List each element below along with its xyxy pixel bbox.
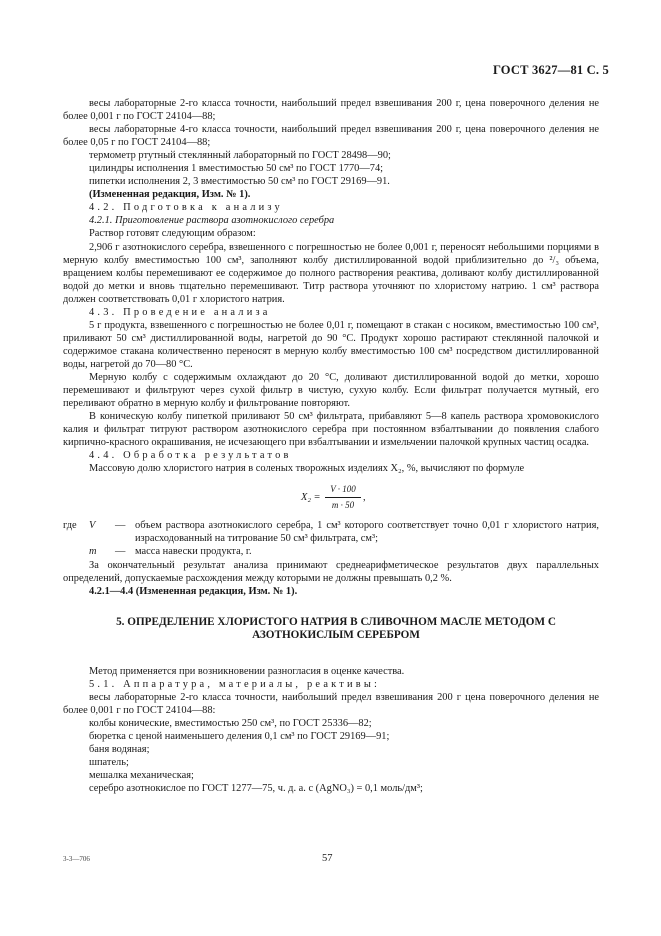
subsection-heading: 5.1. Аппаратура, материалы, реактивы: — [89, 678, 381, 690]
definition-dash: — — [115, 520, 126, 532]
paragraph: Мерную колбу с содержимым охлаждают до 20 °С, доливают дистиллированной водой до метки, хорошо перемешивают и фильтруют через сухой фильтр в чистую, сухую колбу. Если фильтрат получается мутный, его переливают обратно в мерную колбу и фильтрование повторяют. — [63, 371, 599, 410]
list-item: шпатель; — [89, 756, 129, 768]
variable-definition — [63, 519, 599, 545]
variable-description: масса навески продукта, г. — [135, 546, 252, 558]
amendment-note: (Измененная редакция, Изм. № 1). — [89, 189, 251, 201]
list-item: мешалка механическая; — [89, 770, 194, 782]
formula-tail: , — [363, 492, 366, 504]
subsection-heading: 4.4. Обработка результатов — [89, 450, 292, 462]
variable-description: объем раствора азотнокислого серебра, 1 см³ которого соответствует точно 0,01 г хлористого натрия, израсходованный на титрование 50 см³ фильтрата, см³; — [135, 520, 599, 545]
variable-definition — [63, 545, 599, 558]
paragraph: весы лабораторные 2-го класса точности, наибольший предел взвешивания 200 г цена поверочного деления не более 0,001 г по ГОСТ 24104—88: — [63, 691, 599, 716]
paragraph: весы лабораторные 2-го класса точности, наибольший предел взвешивания 200 г, цена поверочного деления не более 0,001 г по ГОСТ 24104—88; — [63, 98, 599, 123]
definition-dash: — — [115, 546, 126, 558]
list-item: бюретка с ценой наименьшего деления 0,1 см³ по ГОСТ 29169—91; — [89, 730, 390, 742]
section-title: 5. ОПРЕДЕЛЕНИЕ ХЛОРИСТОГО НАТРИЯ В СЛИВОЧНОМ МАСЛЕ МЕТОДОМ С АЗОТНОКИСЛЫМ СЕРЕБРОМ — [116, 615, 556, 642]
list-item: баня водяная; — [89, 743, 150, 755]
paragraph: Раствор готовят следующим образом: — [89, 228, 256, 240]
document-body — [63, 97, 599, 795]
list-item: цилиндры исполнения 1 вместимостью 50 см³ по ГОСТ 1770—74; — [89, 163, 384, 175]
paragraph: Метод применяется при возникновении разногласия в оценке качества. — [89, 665, 405, 677]
page-number: 57 — [322, 853, 333, 864]
variable-symbol: m — [89, 546, 97, 558]
subsection-heading: 4.2. Подготовка к анализу — [89, 202, 283, 214]
formula-fraction — [325, 483, 361, 512]
formula-lhs: X₂ = — [301, 492, 321, 504]
paragraph: В коническую колбу пипеткой приливают 50 см³ фильтрата, прибавляют 5—8 капель раствора хромовокислого калия и фильтрат титруют раствором азотнокислого серебра при постоянном взбалтывании до появления слабого кирпично-красного окрашивания, не исчезающего при взбалтывании и измельчении палочкой крупных частиц осадка. — [63, 411, 599, 449]
paragraph: 5 г продукта, взвешенного с погрешностью не более 0,01 г, помещают в стакан с носиком, вместимостью 100 см³, приливают 50 см³ дистиллированной воды, нагретой до 90 °С. Продукт хорошо растирают стеклянной палочкой и содержимое стакана количественно переносят в мерную колбу вместимостью 100 см³ посредством дистиллированной воды, нагретой до 70—80 °С. — [63, 319, 599, 370]
formula-numerator: V · 100 — [325, 483, 361, 498]
list-item: пипетки исполнения 2, 3 вместимостью 50 см³ по ГОСТ 29169—91. — [89, 176, 390, 188]
list-item: колбы конические, вместимостью 250 см³, по ГОСТ 25336—82; — [89, 717, 372, 729]
print-code: 3-3—706 — [63, 855, 90, 863]
list-item: термометр ртутный стеклянный лабораторный по ГОСТ 28498—90; — [89, 150, 391, 162]
variable-symbol: V — [89, 520, 96, 532]
formula — [63, 477, 599, 517]
subsection-heading: 4.3. Проведение анализа — [89, 306, 271, 318]
formula-denominator: m · 50 — [331, 500, 355, 511]
amendment-note: 4.2.1—4.4 (Измененная редакция, Изм. № 1). — [89, 585, 298, 597]
paragraph: За окончательный результат анализа принимают среднеарифметическое результатов двух параллельных определений, допускаемые расхождения между которыми не должны превышать 0,2 %. — [63, 559, 599, 584]
paragraph: весы лабораторные 4-го класса точности, наибольший предел взвешивания 200 г, цена поверочного деления не более 0,05 г по ГОСТ 24104—88; — [63, 124, 599, 149]
subsection-heading: 4.2.1. Приготовление раствора азотнокислого серебра — [89, 215, 335, 227]
list-item: серебро азотнокислое по ГОСТ 1277—75, ч. д. а. с (AgNO₃) = 0,1 моль/дм³; — [89, 783, 423, 795]
paragraph: 2,906 г азотнокислого серебра, взвешенного с погрешностью не более 0,001 г, переносят небольшими порциями в мерную колбу вместимостью 100 см³, заполняют колбу дистиллированной водой приблизительно до ²/₃ объема, вращением колбы перемешивают ее содержимое до полного растворения реактива, доливают колбу дистиллированной водой до метки и вновь тщательно перемешивают. Титр раствора уточняют по хлористому натрию. 1 см³ раствора должен соответствовать 0,01 г хлористого натрия. — [63, 241, 599, 305]
where-label: где — [63, 520, 77, 532]
paragraph: Массовую долю хлористого натрия в соленых творожных изделиях X₂, %, вычисляют по формуле — [89, 463, 525, 475]
page-header: ГОСТ 3627—81 С. 5 — [492, 63, 609, 77]
